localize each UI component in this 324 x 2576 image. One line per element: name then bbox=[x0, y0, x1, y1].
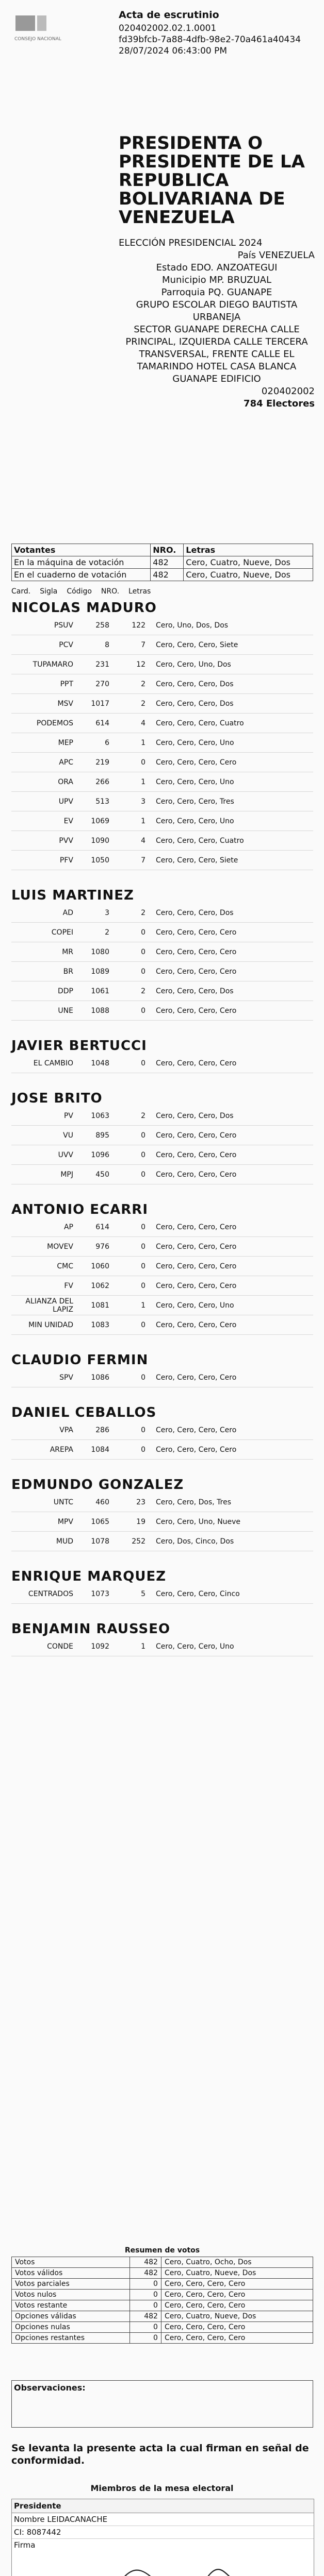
party-row-letters: Cero, Cero, Cero, Uno bbox=[156, 817, 234, 825]
party-row bbox=[11, 1532, 313, 1551]
party-row-sig: 614 bbox=[95, 1223, 109, 1231]
party-row-letters: Cero, Uno, Dos, Dos bbox=[156, 621, 229, 630]
party-row-card: PPT bbox=[60, 680, 73, 688]
address: SECTOR GUANAPE DERECHA CALLE PRINCIPAL, IZQUIERDA CALLE TERCERA TRANSVERSAL, FRENTE CALLE EL TAMARINDO HOTEL CASA BLANCA GUANAPE EDIFICIO bbox=[125, 324, 308, 384]
party-row-sig: 1073 bbox=[91, 1589, 109, 1598]
party-row bbox=[11, 1315, 313, 1335]
party-row bbox=[11, 733, 313, 753]
party-row-cand: 2 bbox=[141, 680, 145, 688]
party-row-letters: Cero, Cero, Cero, Siete bbox=[156, 856, 238, 865]
party-row-cand: 1 bbox=[141, 817, 145, 825]
party-row-cand: 1 bbox=[141, 1301, 145, 1310]
party-row-letters: Cero, Cero, Cero, Cero bbox=[156, 1445, 237, 1454]
party-row-sig: 231 bbox=[95, 660, 109, 669]
party-row-cand: 4 bbox=[141, 836, 145, 845]
candidate-name: BENJAMIN RAUSSEO bbox=[11, 1621, 171, 1637]
party-row bbox=[11, 962, 313, 981]
party-row-sig: 1069 bbox=[91, 817, 109, 825]
subhead-codigo: Código bbox=[67, 587, 92, 596]
party-row bbox=[11, 831, 313, 851]
party-row-card: APC bbox=[59, 758, 73, 767]
party-row-letters: Cero, Cero, Cero, Cero bbox=[156, 1006, 237, 1015]
party-row-sig: 1089 bbox=[91, 967, 109, 976]
party-row-letters: Cero, Cero, Cero, Dos bbox=[156, 1111, 234, 1120]
party-row-sig: 1061 bbox=[91, 987, 109, 995]
candidate-subheader bbox=[11, 587, 313, 596]
party-row-letters: Cero, Cero, Cero, Uno bbox=[156, 777, 234, 786]
member-block bbox=[11, 2499, 314, 2576]
party-row bbox=[11, 674, 313, 694]
party-row-sig: 1048 bbox=[91, 1059, 109, 1067]
party-row-cand: 23 bbox=[136, 1498, 145, 1506]
party-row-sig: 1063 bbox=[91, 1111, 109, 1120]
party-row-card: VU bbox=[63, 1131, 73, 1140]
party-row-cand: 0 bbox=[141, 1170, 145, 1179]
voters-book-nro: 482 bbox=[151, 569, 184, 581]
party-row-card: PSUV bbox=[54, 621, 73, 630]
party-row-sig: 1017 bbox=[91, 699, 109, 708]
party-row-letters: Cero, Cero, Cero, Dos bbox=[156, 987, 234, 995]
summary-cell: Votos restante bbox=[12, 2300, 130, 2311]
summary-row bbox=[12, 2268, 313, 2279]
party-row-cand: 4 bbox=[141, 719, 145, 727]
summary-cell: 482 bbox=[129, 2268, 161, 2279]
candidate-name: EDMUNDO GONZALEZ bbox=[11, 1477, 184, 1493]
vote-summary bbox=[11, 2246, 313, 2344]
party-row-sig: 2 bbox=[105, 928, 109, 937]
observations-box bbox=[11, 2380, 313, 2428]
party-row-sig: 1065 bbox=[91, 1517, 109, 1526]
summary-cell: Cero, Cuatro, Nueve, Dos bbox=[161, 2268, 313, 2279]
summary-cell: 0 bbox=[129, 2279, 161, 2290]
party-row-letters: Cero, Cero, Cero, Uno bbox=[156, 1301, 234, 1310]
svg-text:CONSEJO NACIONAL: CONSEJO NACIONAL bbox=[14, 37, 61, 42]
party-row bbox=[11, 1276, 313, 1296]
party-row-card: CMC bbox=[57, 1262, 73, 1270]
party-row bbox=[11, 655, 313, 674]
summary-row bbox=[12, 2290, 313, 2300]
party-row bbox=[11, 1217, 313, 1237]
party-row-sig: 270 bbox=[95, 680, 109, 688]
party-row-letters: Cero, Cero, Cero, Cero bbox=[156, 1281, 237, 1290]
parish: Parroquia PQ. GUANAPE bbox=[161, 287, 272, 298]
party-row-cand: 2 bbox=[141, 908, 145, 917]
center-code: 020402002 bbox=[261, 386, 315, 397]
party-row-letters: Cero, Cero, Cero, Dos bbox=[156, 699, 234, 708]
party-row-letters: Cero, Cero, Cero, Cuatro bbox=[156, 719, 244, 727]
party-row-letters: Cero, Cero, Cero, Cero bbox=[156, 1059, 237, 1067]
summary-cell: 0 bbox=[129, 2290, 161, 2300]
candidate-name: DANIEL CEBALLOS bbox=[11, 1405, 157, 1420]
party-row-card: AD bbox=[62, 908, 73, 917]
candidate-name: ENRIQUE MARQUEZ bbox=[11, 1569, 167, 1584]
party-row-cand: 0 bbox=[141, 1262, 145, 1270]
party-row bbox=[11, 1637, 313, 1656]
member-role: Presidente bbox=[12, 2499, 314, 2513]
attestation-text: Se levanta la presente acta la cual firman en señal de conformidad. bbox=[11, 2443, 309, 2466]
party-row-letters: Cero, Cero, Cero, Cero bbox=[156, 947, 237, 956]
party-row-card: MUD bbox=[56, 1537, 73, 1546]
member-name: Nombre LEIDACANACHE bbox=[12, 2513, 314, 2526]
handwritten-signature-icon bbox=[74, 2556, 249, 2576]
party-row-letters: Cero, Cero, Cero, Cuatro bbox=[156, 836, 244, 845]
voters-table bbox=[11, 544, 313, 581]
subhead-sigla: Sigla bbox=[40, 587, 58, 596]
party-row bbox=[11, 1126, 313, 1145]
party-row-card: MPV bbox=[57, 1517, 73, 1526]
party-row-cand: 19 bbox=[136, 1517, 145, 1526]
subhead-letras: Letras bbox=[128, 587, 151, 596]
party-row-cand: 0 bbox=[141, 1320, 145, 1329]
party-row-card: PCV bbox=[59, 640, 73, 649]
summary-cell: 0 bbox=[129, 2300, 161, 2311]
party-row-cand: 0 bbox=[141, 1131, 145, 1140]
party-row-sig: 8 bbox=[105, 640, 109, 649]
party-row bbox=[11, 1368, 313, 1387]
header-block bbox=[119, 9, 315, 57]
summary-cell: Cero, Cero, Cero, Cero bbox=[161, 2290, 313, 2300]
party-row bbox=[11, 635, 313, 655]
party-row-cand: 2 bbox=[141, 987, 145, 995]
party-row-sig: 460 bbox=[95, 1498, 109, 1506]
party-row bbox=[11, 811, 313, 831]
party-row-card: BR bbox=[63, 967, 73, 976]
party-row-cand: 0 bbox=[141, 1223, 145, 1231]
party-row-card: VPA bbox=[59, 1426, 73, 1434]
member-ci: CI: 8087442 bbox=[12, 2526, 314, 2539]
party-row-letters: Cero, Cero, Cero, Siete bbox=[156, 640, 238, 649]
party-row-sig: 1078 bbox=[91, 1537, 109, 1546]
summary-title: Resumen de votos bbox=[124, 2246, 200, 2255]
party-row-letters: Cero, Cero, Cero, Cero bbox=[156, 967, 237, 976]
cne-logo-icon bbox=[10, 10, 67, 46]
summary-cell: Opciones nulas bbox=[12, 2322, 130, 2333]
party-row-letters: Cero, Cero, Cero, Cero bbox=[156, 1150, 237, 1159]
acta-datetime: 28/07/2024 06:43:00 PM bbox=[119, 46, 228, 56]
candidate-name: NICOLAS MADURO bbox=[11, 600, 157, 616]
party-row-letters: Cero, Cero, Cero, Uno bbox=[156, 738, 234, 747]
party-row bbox=[11, 1165, 313, 1184]
party-row-card: AREPA bbox=[50, 1445, 73, 1454]
party-row-card: PV bbox=[63, 1111, 73, 1120]
voters-machine-nro: 482 bbox=[151, 556, 184, 569]
party-row-card: EV bbox=[63, 817, 73, 825]
party-row bbox=[11, 851, 313, 870]
party-row-cand: 2 bbox=[141, 1111, 145, 1120]
summary-cell: Cero, Cero, Cero, Cero bbox=[161, 2322, 313, 2333]
party-row-sig: 1080 bbox=[91, 947, 109, 956]
candidate-section bbox=[11, 600, 313, 870]
summary-row bbox=[12, 2333, 313, 2344]
voters-machine-label: En la máquina de votación bbox=[12, 556, 151, 569]
party-row-card: SPV bbox=[59, 1373, 73, 1382]
party-row-cand: 5 bbox=[141, 1589, 145, 1598]
party-row-letters: Cero, Cero, Cero, Cero bbox=[156, 758, 237, 767]
party-row-letters: Cero, Cero, Cero, Cero bbox=[156, 1373, 237, 1382]
party-row-card: PVV bbox=[59, 836, 73, 845]
candidate-section bbox=[11, 1091, 313, 1184]
party-row-cand: 12 bbox=[136, 660, 145, 669]
party-row-sig: 1060 bbox=[91, 1262, 109, 1270]
summary-row bbox=[12, 2279, 313, 2290]
candidate-section bbox=[11, 1202, 313, 1335]
summary-cell: Cero, Cuatro, Ocho, Dos bbox=[161, 2257, 313, 2268]
party-row-card: COPEI bbox=[51, 928, 73, 937]
party-row-letters: Cero, Cero, Dos, Tres bbox=[156, 1498, 231, 1506]
party-row-sig: 6 bbox=[105, 738, 109, 747]
party-row-card: AP bbox=[63, 1223, 73, 1231]
party-row-cand: 0 bbox=[141, 1426, 145, 1434]
party-row-letters: Cero, Cero, Cero, Tres bbox=[156, 797, 234, 806]
voting-center: GRUPO ESCOLAR DIEGO BAUTISTA URBANEJA bbox=[136, 299, 298, 323]
voters-col-nro: NRO. bbox=[151, 544, 184, 556]
party-row bbox=[11, 1001, 313, 1021]
electors-count: 784 Electores bbox=[244, 398, 315, 409]
party-row-card: MOVEV bbox=[47, 1242, 73, 1251]
party-row-card: TUPAMARO bbox=[33, 660, 73, 669]
party-row bbox=[11, 714, 313, 733]
candidate-name: JAVIER BERTUCCI bbox=[11, 1038, 147, 1054]
summary-cell: Cero, Cero, Cero, Cero bbox=[161, 2279, 313, 2290]
summary-row bbox=[12, 2300, 313, 2311]
party-row-cand: 0 bbox=[141, 1373, 145, 1382]
summary-cell: Votos nulos bbox=[12, 2290, 130, 2300]
party-row-sig: 266 bbox=[95, 777, 109, 786]
party-row bbox=[11, 792, 313, 811]
party-row-cand: 0 bbox=[141, 947, 145, 956]
party-row bbox=[11, 1257, 313, 1276]
summary-cell: 482 bbox=[129, 2257, 161, 2268]
party-row-sig: 1088 bbox=[91, 1006, 109, 1015]
party-row-cand: 0 bbox=[141, 758, 145, 767]
party-row bbox=[11, 753, 313, 772]
candidate-section bbox=[11, 1352, 313, 1387]
state: Estado EDO. ANZOATEGUI bbox=[156, 262, 278, 273]
summary-cell: Cero, Cero, Cero, Cero bbox=[161, 2300, 313, 2311]
candidate-name: CLAUDIO FERMIN bbox=[11, 1352, 149, 1368]
party-row bbox=[11, 1054, 313, 1073]
party-row bbox=[11, 942, 313, 962]
party-row-card: MPJ bbox=[60, 1170, 73, 1179]
party-row bbox=[11, 1296, 313, 1315]
candidate-section bbox=[11, 1569, 313, 1604]
voters-book-letters: Cero, Cuatro, Nueve, Dos bbox=[184, 569, 313, 581]
party-row-card: UNE bbox=[58, 1006, 73, 1015]
party-row-letters: Cero, Cero, Cero, Dos bbox=[156, 908, 234, 917]
candidate-section bbox=[11, 1477, 313, 1551]
acta-uuid: fd39bfcb-7a88-4dfb-98e2-70a461a40434 bbox=[119, 35, 301, 45]
party-row-sig: 286 bbox=[95, 1426, 109, 1434]
party-row bbox=[11, 1145, 313, 1165]
party-row-cand: 1 bbox=[141, 1642, 145, 1651]
candidate-name: LUIS MARTINEZ bbox=[11, 888, 134, 903]
party-row-card: ORA bbox=[58, 777, 73, 786]
party-row-sig: 1081 bbox=[91, 1301, 109, 1310]
party-row bbox=[11, 923, 313, 942]
party-row-card: EL CAMBIO bbox=[33, 1059, 73, 1067]
party-row-card: CONDE bbox=[47, 1642, 73, 1651]
party-row-card: MEP bbox=[58, 738, 73, 747]
party-row bbox=[11, 1237, 313, 1257]
party-row-card: MSV bbox=[57, 699, 73, 708]
candidate-name: ANTONIO ECARRI bbox=[11, 1202, 148, 1217]
party-row-sig: 1050 bbox=[91, 856, 109, 865]
party-row-letters: Cero, Cero, Cero, Cero bbox=[156, 1262, 237, 1270]
party-row bbox=[11, 772, 313, 792]
summary-cell: 482 bbox=[129, 2311, 161, 2322]
page-title: PRESIDENTA O PRESIDENTE DE LA REPUBLICA BOLIVARIANA DE VENEZUELA bbox=[119, 133, 305, 228]
candidate-section bbox=[11, 1038, 313, 1073]
party-row-cand: 1 bbox=[141, 777, 145, 786]
party-row-sig: 976 bbox=[95, 1242, 109, 1251]
party-row-card: MIN UNIDAD bbox=[28, 1320, 73, 1329]
candidate-section bbox=[11, 1405, 313, 1460]
party-row-cand: 0 bbox=[141, 1006, 145, 1015]
party-row bbox=[11, 616, 313, 635]
party-row-letters: Cero, Cero, Cero, Cinco bbox=[156, 1589, 240, 1598]
party-row-letters: Cero, Dos, Cinco, Dos bbox=[156, 1537, 234, 1546]
party-row-sig: 258 bbox=[95, 621, 109, 630]
party-row-sig: 1092 bbox=[91, 1642, 109, 1651]
party-row-card: MR bbox=[62, 947, 73, 956]
party-row-letters: Cero, Cero, Cero, Cero bbox=[156, 1223, 237, 1231]
party-row bbox=[11, 1493, 313, 1512]
summary-cell: Cero, Cuatro, Nueve, Dos bbox=[161, 2311, 313, 2322]
party-row bbox=[11, 1106, 313, 1126]
summary-row bbox=[12, 2257, 313, 2268]
summary-cell: Opciones restantes bbox=[12, 2333, 130, 2344]
party-row bbox=[11, 981, 313, 1001]
party-row bbox=[11, 694, 313, 714]
party-row-sig: 614 bbox=[95, 719, 109, 727]
party-row-cand: 0 bbox=[141, 928, 145, 937]
acta-code: 020402002.02.1.0001 bbox=[119, 23, 217, 33]
summary-cell: Votos bbox=[12, 2257, 130, 2268]
subhead-card: Card. bbox=[11, 587, 31, 596]
location-info bbox=[119, 237, 315, 410]
summary-table bbox=[11, 2257, 313, 2344]
municipality: Municipio MP. BRUZUAL bbox=[162, 275, 271, 285]
party-row-letters: Cero, Cero, Cero, Dos bbox=[156, 680, 234, 688]
party-row-letters: Cero, Cero, Cero, Cero bbox=[156, 1170, 237, 1179]
party-row bbox=[11, 1584, 313, 1604]
party-row-cand: 7 bbox=[141, 640, 145, 649]
party-row bbox=[11, 903, 313, 923]
summary-cell: Cero, Cero, Cero, Cero bbox=[161, 2333, 313, 2344]
party-row-cand: 0 bbox=[141, 1281, 145, 1290]
voters-col-letters: Letras bbox=[184, 544, 313, 556]
voters-book-label: En el cuaderno de votación bbox=[12, 569, 151, 581]
party-row-cand: 0 bbox=[141, 1150, 145, 1159]
party-row-card: UNTC bbox=[53, 1498, 73, 1506]
party-row-cand: 122 bbox=[132, 621, 145, 630]
party-row-letters: Cero, Cero, Uno, Nueve bbox=[156, 1517, 241, 1526]
party-row-card: ALIANZA DEL LAPIZ bbox=[25, 1297, 73, 1314]
candidate-section bbox=[11, 888, 313, 1021]
election-name: ELECCIÓN PRESIDENCIAL 2024 bbox=[119, 238, 263, 248]
party-row-cand: 2 bbox=[141, 699, 145, 708]
party-row-cand: 252 bbox=[132, 1537, 145, 1546]
subhead-nro: NRO. bbox=[101, 587, 120, 596]
candidate-section bbox=[11, 1621, 313, 1656]
party-row-cand: 0 bbox=[141, 967, 145, 976]
party-row-letters: Cero, Cero, Uno, Dos bbox=[156, 660, 231, 669]
party-row-card: UPV bbox=[58, 797, 73, 806]
summary-row bbox=[12, 2311, 313, 2322]
party-row-sig: 3 bbox=[105, 908, 109, 917]
party-row-card: PODEMOS bbox=[36, 719, 73, 727]
party-row-card: CENTRADOS bbox=[28, 1589, 73, 1598]
party-row-card: UVV bbox=[58, 1150, 73, 1159]
party-row-letters: Cero, Cero, Cero, Cero bbox=[156, 928, 237, 937]
candidate-name: JOSE BRITO bbox=[11, 1091, 103, 1106]
summary-cell: Votos parciales bbox=[12, 2279, 130, 2290]
party-row-sig: 1083 bbox=[91, 1320, 109, 1329]
party-row-cand: 3 bbox=[141, 797, 145, 806]
party-row-sig: 895 bbox=[95, 1131, 109, 1140]
party-row-sig: 1086 bbox=[91, 1373, 109, 1382]
member-firma: Firma bbox=[14, 2540, 36, 2550]
party-row-cand: 0 bbox=[141, 1242, 145, 1251]
summary-cell: 0 bbox=[129, 2333, 161, 2344]
party-row-card: PFV bbox=[59, 856, 73, 865]
acta-title: Acta de escrutinio bbox=[119, 9, 219, 21]
party-row-sig: 219 bbox=[95, 758, 109, 767]
party-row-cand: 0 bbox=[141, 1059, 145, 1067]
observations-label: Observaciones: bbox=[14, 2383, 86, 2393]
party-row-sig: 1096 bbox=[91, 1150, 109, 1159]
summary-row bbox=[12, 2322, 313, 2333]
party-row-cand: 0 bbox=[141, 1445, 145, 1454]
country: País VENEZUELA bbox=[237, 250, 315, 261]
party-row bbox=[11, 1420, 313, 1440]
party-row-letters: Cero, Cero, Cero, Cero bbox=[156, 1426, 237, 1434]
party-row-letters: Cero, Cero, Cero, Cero bbox=[156, 1242, 237, 1251]
party-row-sig: 450 bbox=[95, 1170, 109, 1179]
party-row-letters: Cero, Cero, Cero, Cero bbox=[156, 1320, 237, 1329]
mesa-title: Miembros de la mesa electoral bbox=[90, 2483, 234, 2493]
party-row bbox=[11, 1512, 313, 1532]
party-row-card: DDP bbox=[57, 987, 73, 995]
summary-cell: Votos válidos bbox=[12, 2268, 130, 2279]
party-row-letters: Cero, Cero, Cero, Uno bbox=[156, 1642, 234, 1651]
summary-cell: Opciones válidas bbox=[12, 2311, 130, 2322]
party-row bbox=[11, 1440, 313, 1460]
party-row-sig: 1090 bbox=[91, 836, 109, 845]
party-row-card: FV bbox=[64, 1281, 73, 1290]
party-row-sig: 1062 bbox=[91, 1281, 109, 1290]
party-row-sig: 513 bbox=[95, 797, 109, 806]
voters-col-label: Votantes bbox=[12, 544, 151, 556]
party-row-sig: 1084 bbox=[91, 1445, 109, 1454]
summary-cell: 0 bbox=[129, 2322, 161, 2333]
party-row-cand: 7 bbox=[141, 856, 145, 865]
party-row-cand: 1 bbox=[141, 738, 145, 747]
party-row-letters: Cero, Cero, Cero, Cero bbox=[156, 1131, 237, 1140]
voters-machine-letters: Cero, Cuatro, Nueve, Dos bbox=[184, 556, 313, 569]
